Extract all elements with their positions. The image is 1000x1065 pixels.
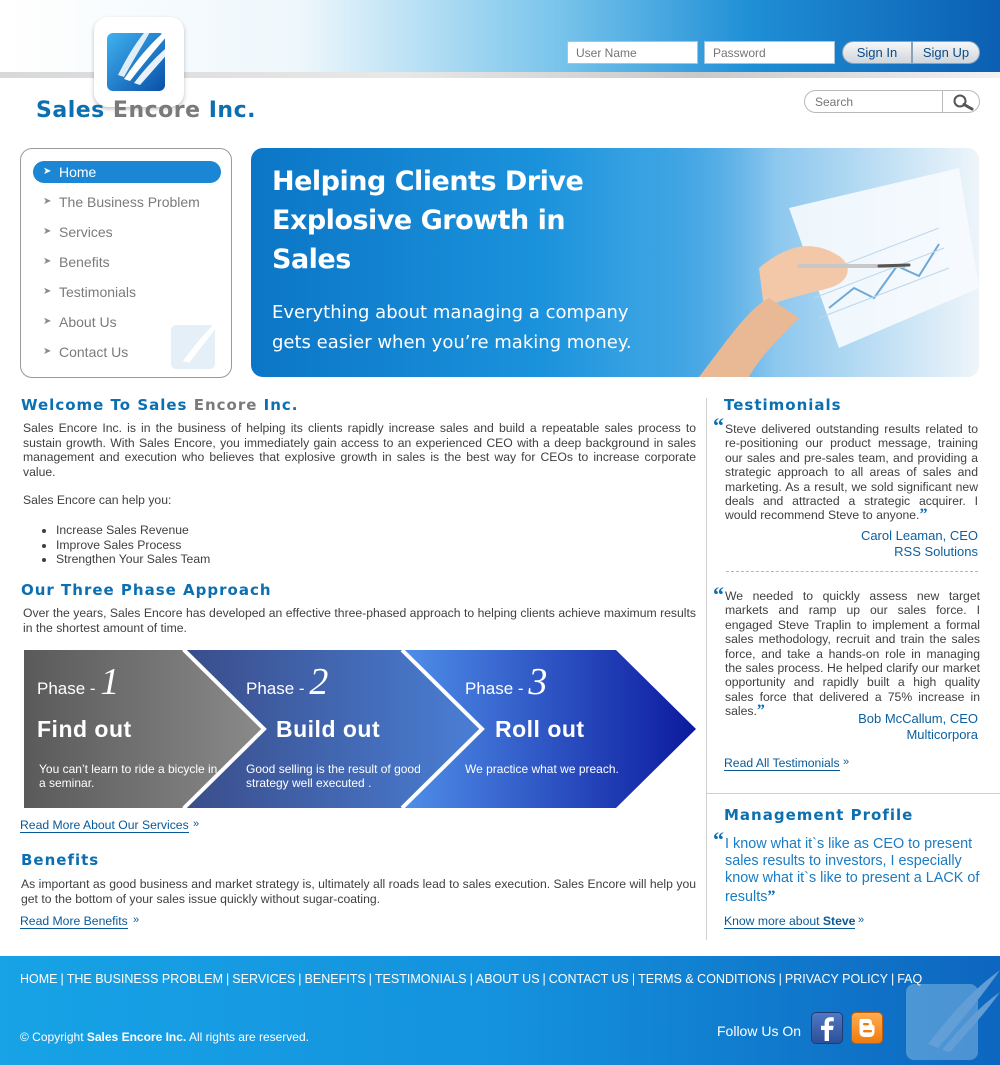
footer-separator: | <box>226 972 230 986</box>
list-item: • Strengthen Your Sales Team <box>56 552 210 567</box>
username-input[interactable] <box>567 41 698 64</box>
benefits-text: As important as good business and market strategy is, ultimately all roads lead to sales execution. Sales Encore will help you get to the bottom of your sales issue quickly without sugar-coating. <box>21 877 696 906</box>
banner-title: Helping Clients Drive Explosive Growth in Sales <box>272 166 584 275</box>
open-quote-icon: “ <box>713 413 724 438</box>
follow-us-label: Follow Us On <box>717 1023 802 1039</box>
copyright-prefix: © Copyright <box>20 1030 87 1044</box>
management-quote-text: I know what it`s like as CEO to present sales results to investors, I especially know what it`s like to present a LACK of results <box>725 836 980 905</box>
phase-1-label <box>37 660 119 704</box>
logo-watermark-icon <box>904 962 1000 1062</box>
phase-1-title: Find out <box>37 716 132 742</box>
chevron-right-icon: ➤ <box>43 286 52 297</box>
footer-links <box>20 972 922 986</box>
nav-label: About Us <box>59 314 117 330</box>
footer-link-benefits[interactable]: BENEFITS <box>304 972 366 986</box>
list-item: • Improve Sales Process <box>56 538 210 553</box>
approach-heading: Our Three Phase Approach <box>21 581 272 599</box>
phase-1-desc: You can’t learn to ride a bicycle in a seminar. <box>39 762 218 790</box>
sign-in-button[interactable]: Sign In <box>842 41 912 64</box>
welcome-heading-part-3: Inc. <box>263 396 299 414</box>
read-more-services-link[interactable]: Read More About Our Services <box>20 818 189 832</box>
copyright-suffix: All rights are reserved. <box>186 1030 309 1044</box>
nav-label: The Business Problem <box>59 194 200 210</box>
chevron-right-icon: ➤ <box>43 196 52 207</box>
nav-label: Home <box>59 164 97 180</box>
benefits-heading: Benefits <box>21 851 100 869</box>
nav-item-testimonials[interactable] <box>33 281 221 303</box>
welcome-heading-part-1: Welcome To Sales <box>21 396 188 414</box>
link-name: Steve <box>822 914 856 928</box>
close-quote-icon: ” <box>767 887 776 905</box>
testimonial-2-author <box>858 711 978 743</box>
footer-separator: | <box>298 972 302 986</box>
testimonial-1-author <box>861 528 978 560</box>
phase-2-title: Build out <box>276 716 381 742</box>
search-box <box>804 90 980 113</box>
blogger-icon[interactable] <box>851 1012 883 1044</box>
management-heading: Management Profile <box>724 806 914 824</box>
sidebar-nav <box>20 148 232 378</box>
footer-separator: | <box>542 972 546 986</box>
footer-separator: | <box>890 972 895 986</box>
hand-chart-illustration-icon <box>639 148 979 377</box>
nav-item-services[interactable] <box>33 221 221 243</box>
footer-link-privacy[interactable]: PRIVACY POLICY <box>784 972 888 986</box>
brand-part-2: Encore <box>112 98 201 123</box>
phase-word: Phase - <box>37 679 96 698</box>
footer-separator: | <box>631 972 636 986</box>
copyright-text <box>20 1030 309 1044</box>
footer-link-contact-us[interactable]: CONTACT US <box>548 972 629 986</box>
facebook-icon[interactable] <box>811 1012 843 1044</box>
testimonial-2-text: We needed to quickly assess new target markets and ramp up our sales force. I engaged Steve Traplin to implement a formal sales methodology, recruit and train the sales force, and take a hands-on role in managing the sales process. He helped clarify our market opportunity and rapidly built a high quality sales force that delivered a 75% increase in sales. <box>725 589 980 719</box>
close-quote-icon: ” <box>919 506 928 524</box>
phase-1-number: 1 <box>100 661 120 703</box>
footer-separator: | <box>368 972 372 986</box>
double-chevron-right-icon: » <box>843 756 850 768</box>
phase-word: Phase - <box>246 679 305 698</box>
magnifier-icon[interactable] <box>951 93 975 111</box>
logo-watermark-icon <box>165 311 225 371</box>
phase-3-number: 3 <box>528 661 548 703</box>
nav-label: Services <box>59 224 113 240</box>
author-company: Multicorpora <box>906 727 978 742</box>
testimonial-separator <box>726 571 978 572</box>
phase-3-label <box>465 660 547 704</box>
footer-link-home[interactable]: HOME <box>20 972 58 986</box>
footer-separator: | <box>469 972 473 986</box>
search-divider <box>942 91 943 112</box>
chevron-right-icon: ➤ <box>43 226 52 237</box>
author-name: Bob McCallum, CEO <box>858 711 978 726</box>
brand-part-3: Inc. <box>208 98 256 123</box>
footer-separator: | <box>60 972 64 986</box>
footer-link-faq[interactable]: FAQ <box>897 972 923 986</box>
chevron-right-icon: ➤ <box>43 166 52 177</box>
double-chevron-right-icon: » <box>858 914 865 926</box>
chevron-right-icon: ➤ <box>43 316 52 327</box>
nav-label: Testimonials <box>59 284 137 300</box>
footer-separator: | <box>778 972 782 986</box>
footer-link-testimonials[interactable]: TESTIMONIALS <box>374 972 467 986</box>
link-prefix: Know more about <box>724 914 823 928</box>
search-input[interactable] <box>815 95 935 109</box>
benefits-list <box>36 523 210 567</box>
approach-intro: Over the years, Sales Encore has developed an effective three-phased approach to helping clients achieve maximum results in the shortest amount of time. <box>23 606 696 635</box>
phase-3-desc: We practice what we preach. <box>465 762 619 776</box>
testimonial-1-text: Steve delivered outstanding results related to re-positioning our product message, training our sales and pre-sales team, and providing a strategic approach to all areas of sales and marketing. As a result, we sold significant new deals and attracted a strategic acquirer. I would recommend Steve to anyone. <box>725 422 978 523</box>
double-chevron-right-icon: » <box>193 818 200 830</box>
footer-link-business-problem[interactable]: THE BUSINESS PROBLEM <box>66 972 224 986</box>
read-more-benefits-link[interactable]: Read More Benefits <box>20 914 128 928</box>
sign-up-button[interactable]: Sign Up <box>912 41 980 64</box>
nav-item-home[interactable] <box>33 161 221 183</box>
section-divider <box>706 793 1000 794</box>
author-company: RSS Solutions <box>894 544 978 559</box>
footer <box>0 956 1000 1065</box>
list-item: • Increase Sales Revenue <box>56 523 210 538</box>
phase-3-title: Roll out <box>495 716 585 742</box>
banner-subtitle: Everything about managing a company gets easier when you’re making money. <box>272 302 632 353</box>
footer-link-services[interactable]: SERVICES <box>232 972 296 986</box>
nav-label: Benefits <box>59 254 110 270</box>
column-divider <box>706 398 707 940</box>
know-more-steve-link[interactable] <box>724 914 855 929</box>
brand-wordmark[interactable] <box>36 98 256 123</box>
welcome-heading-part-2: Encore <box>193 396 258 414</box>
welcome-help-text: Sales Encore can help you: <box>23 493 172 507</box>
chevron-right-icon: ➤ <box>43 256 52 267</box>
footer-link-about-us[interactable]: ABOUT US <box>475 972 540 986</box>
phase-2-desc: Good selling is the result of good strategy well executed . <box>246 762 421 790</box>
brand-part-1: Sales <box>36 98 105 123</box>
logo-icon[interactable] <box>94 17 184 107</box>
testimonial-1-quote <box>725 422 978 523</box>
nav-label: Contact Us <box>59 344 129 360</box>
testimonial-2-quote <box>725 589 980 719</box>
chevron-right-icon: ➤ <box>43 346 52 357</box>
phase-2-label <box>246 660 328 704</box>
hero-banner <box>251 148 979 377</box>
open-quote-icon: “ <box>713 827 724 852</box>
nav-item-benefits[interactable] <box>33 251 221 273</box>
phase-word: Phase - <box>465 679 524 698</box>
open-quote-icon: “ <box>713 582 724 607</box>
phase-arrows <box>24 650 696 808</box>
testimonials-heading: Testimonials <box>724 396 842 414</box>
welcome-heading <box>21 396 299 414</box>
footer-link-terms[interactable]: TERMS & CONDITIONS <box>638 972 776 986</box>
management-quote <box>725 836 981 906</box>
welcome-text: Sales Encore Inc. is in the business of helping its clients rapidly increase sales and build a repeatable sales process to sustain growth. With Sales Encore, you immediately gain access to an experienced CEO with a deep background in sales management and execution who believes that explosive growth in sales is the best way for CEOs to increase corporate value. <box>23 421 696 479</box>
password-input[interactable] <box>704 41 835 64</box>
phase-2-number: 2 <box>309 661 329 703</box>
read-all-testimonials-link[interactable]: Read All Testimonials <box>724 756 840 770</box>
copyright-brand: Sales Encore Inc. <box>86 1030 187 1044</box>
double-chevron-right-icon: » <box>133 914 140 926</box>
close-quote-icon: ” <box>756 702 765 720</box>
author-name: Carol Leaman, CEO <box>860 528 978 543</box>
nav-item-business-problem[interactable] <box>33 191 221 213</box>
